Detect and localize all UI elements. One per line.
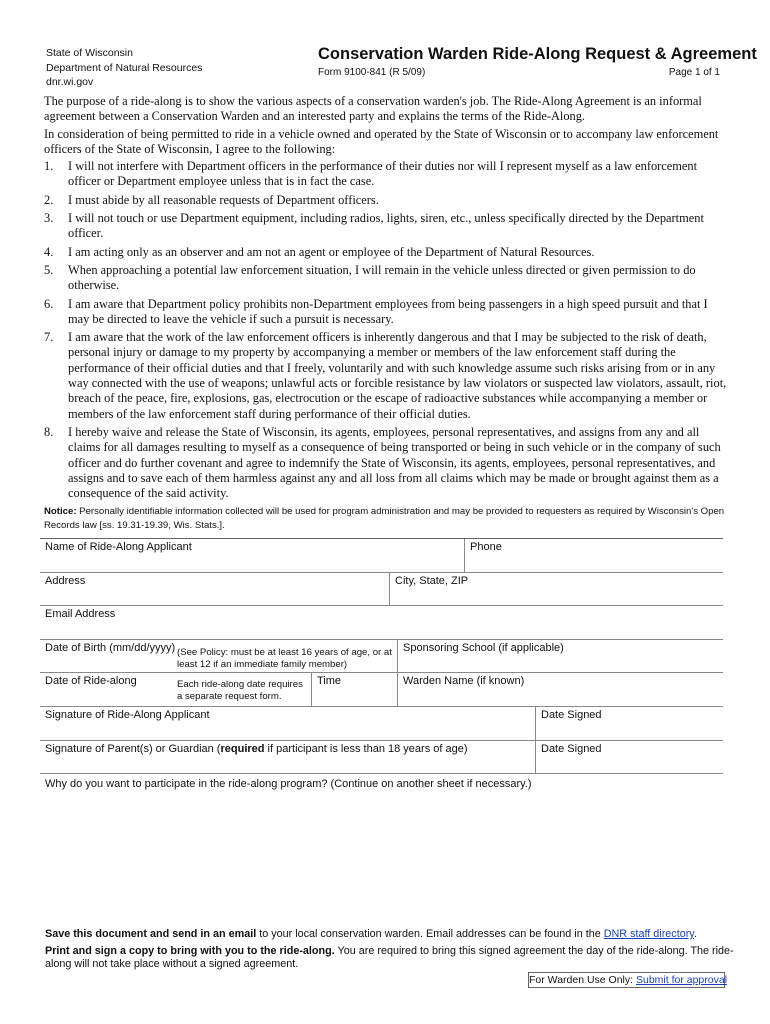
why-participate-label: Why do you want to participate in the ride-along program? (Continue on another sheet if necessary.)	[45, 778, 532, 791]
term-number: 5.	[44, 262, 54, 277]
dob-label: Date of Birth (mm/dd/yyyy)	[45, 641, 176, 654]
term-number: 1.	[44, 159, 54, 174]
address-label: Address	[45, 574, 86, 587]
dnr-staff-directory-link[interactable]: DNR staff directory	[603, 928, 694, 940]
term-number: 3.	[44, 211, 54, 226]
phone-label: Phone	[470, 541, 502, 553]
term-item	[44, 330, 727, 422]
ride-date-note	[172, 673, 311, 706]
term-text: I will not interfere with Department officers in the performance of their duties nor will I represent myself as a law enforcement officer or Department employee unless that is in fact the case.	[68, 159, 698, 189]
email-label: Email Address	[45, 608, 116, 621]
term-text: I am aware that the work of the law enforcement officers is inherently dangerous and that I may be subjected to the risk of death, personal injury or damage to my property by accompanying a member or members of the law enforcement staff during the performance of their official duties and that I freely, voluntarily and with such knowledge assume such risks arising from or in any way connected with the use of weapons; unlawful acts or forcible resistance by law violators or suspected law violators, assault, riot, breach of the peace, fire, explosions, gas, electrocution or the escape of radioactive substances while accompanying a member or members of the law enforcement staff during performance of their official duties.	[68, 330, 727, 421]
time-field[interactable]	[311, 673, 397, 706]
notice-label: Notice:	[44, 506, 77, 517]
agency-website: dnr.wi.gov	[46, 76, 94, 88]
submit-for-approval-button[interactable]: Submit for approval	[635, 974, 728, 986]
guardian-signature-field[interactable]	[40, 741, 535, 774]
ride-date-note-text: Each ride-along date requires a separate request form.	[177, 679, 303, 703]
guardian-date-signed-label: Date Signed	[541, 742, 602, 755]
applicant-signature-field[interactable]	[40, 707, 535, 740]
print-instruction-text: You are required to bring this signed agreement the day of the ride-along. The ride-along will not take place without a signed agreement.	[45, 945, 734, 970]
term-text: I hereby waive and release the State of Wisconsin, its agents, employees, personal representatives, and assigns from any and all claims for all damages resulting to myself as a consequence of being transported or being in such vehicle or in the company of such officer and do further covenant and agree to indemnify the State of Wisconsin, its agents, employees, personal representatives, and assigns and to save each of them harmless against any and all loss from all claims which may be made or brought against them as a consequence of the said activity.	[68, 424, 721, 501]
applicant-signature-label: Signature of Ride-Along Applicant	[45, 708, 210, 721]
email-field[interactable]	[40, 606, 723, 639]
why-participate-field[interactable]	[40, 774, 723, 932]
save-instruction	[45, 928, 735, 941]
ride-date-field[interactable]	[40, 673, 172, 706]
terms-list	[44, 159, 727, 501]
term-item	[44, 193, 727, 208]
consideration-paragraph: In consideration of being permitted to ride in a vehicle owned and operated by the State of Wisconsin or to accompany law enforcement officers of the State of Wisconsin, I agree to the following:	[44, 126, 719, 156]
applicant-name-label: Name of Ride-Along Applicant	[45, 541, 192, 553]
email-row	[40, 606, 723, 640]
ride-date-row	[40, 673, 723, 707]
term-number: 2.	[44, 192, 54, 207]
term-item	[44, 297, 727, 328]
department-name: Department of Natural Resources	[46, 61, 203, 74]
print-instruction	[45, 945, 735, 971]
guardian-label-prefix: Signature of Parent(s) or Guardian (	[45, 742, 221, 755]
term-item	[44, 245, 727, 260]
agreement-body	[44, 94, 727, 504]
address-field[interactable]	[40, 573, 389, 606]
term-number: 7.	[44, 330, 54, 345]
term-item	[44, 263, 727, 294]
date-signed-field[interactable]	[535, 707, 723, 740]
warden-use-box	[528, 972, 728, 988]
applicant-form	[40, 538, 723, 932]
city-state-zip-label: City, State, ZIP	[395, 574, 469, 587]
dob-policy-text: (See Policy: must be at least 16 years of age, or at least 12 if an immediate family member)	[177, 646, 392, 670]
save-instruction-bold: Save this document and send in an email	[45, 928, 257, 940]
applicant-name-field[interactable]	[40, 539, 464, 572]
name-phone-row	[40, 539, 723, 573]
page-indicator: Page 1 of 1	[668, 67, 720, 78]
page-title: Conservation Warden Ride-Along Request & Agreement	[318, 45, 757, 63]
term-number: 8.	[44, 424, 54, 439]
sponsoring-school-field[interactable]	[397, 640, 723, 673]
state-name: State of Wisconsin	[46, 47, 133, 59]
purpose-paragraph: The purpose of a ride-along is to show the various aspects of a conservation warden's job. The Ride-Along Agreement is an informal agreement between a Conservation Warden and an interested party and explains the terms of the Ride-Along.	[44, 94, 702, 124]
phone-field[interactable]	[464, 539, 723, 572]
ride-date-label: Date of Ride-along	[45, 675, 137, 688]
notice-text: Personally identifiable information collected will be used for program administration and may be provided to requesters as required by Wisconsin's Open Records law [ss. 19.31-19.39, Wis. Stats.].	[44, 506, 725, 531]
term-number: 6.	[44, 296, 54, 311]
guardian-signature-row	[40, 741, 723, 775]
agency-block	[46, 46, 202, 90]
term-text: I am aware that Department policy prohibits non-Department employees from being passengers in a high speed pursuit and that I may be directed to leave the vehicle if such a pursuit is necessary.	[68, 296, 708, 326]
guardian-required-label: required	[220, 742, 265, 755]
city-state-zip-field[interactable]	[389, 573, 723, 606]
address-row	[40, 573, 723, 607]
time-label: Time	[317, 675, 342, 688]
guardian-label-suffix: if participant is less than 18 years of age)	[264, 742, 468, 755]
form-number: Form 9100-841 (R 5/09)	[318, 67, 426, 78]
why-participate-row	[40, 774, 723, 932]
term-item	[44, 211, 727, 242]
term-text: I must abide by all reasonable requests of Department officers.	[68, 192, 379, 207]
dob-row	[40, 640, 723, 674]
term-item	[44, 159, 727, 190]
term-number: 4.	[44, 244, 54, 259]
dob-policy-note	[172, 640, 397, 673]
term-text: When approaching a potential law enforcement situation, I will remain in the vehicle unless directed or given permission to do otherwise.	[68, 262, 696, 293]
privacy-notice	[44, 505, 734, 532]
save-instruction-end: .	[693, 928, 697, 940]
footer-instructions	[45, 928, 735, 975]
date-signed-label: Date Signed	[541, 708, 602, 721]
sponsoring-school-label: Sponsoring School (if applicable)	[403, 641, 564, 654]
date-of-birth-field[interactable]	[40, 640, 176, 673]
print-instruction-bold: Print and sign a copy to bring with you to the ride-along.	[45, 945, 335, 957]
warden-use-label: For Warden Use Only:	[529, 974, 636, 986]
guardian-date-signed-field[interactable]	[535, 741, 723, 774]
term-item	[44, 425, 727, 501]
warden-name-label: Warden Name (if known)	[403, 675, 525, 688]
term-text: I will not touch or use Department equipment, including radios, lights, siren, etc., unless specifically directed by the Department officer.	[68, 211, 704, 241]
save-instruction-text: to your local conservation warden. Email addresses can be found in the	[256, 928, 604, 940]
term-text: I am acting only as an observer and am not an agent or employee of the Department of Natural Resources.	[68, 244, 595, 259]
applicant-signature-row	[40, 707, 723, 741]
warden-name-field[interactable]	[397, 673, 723, 706]
